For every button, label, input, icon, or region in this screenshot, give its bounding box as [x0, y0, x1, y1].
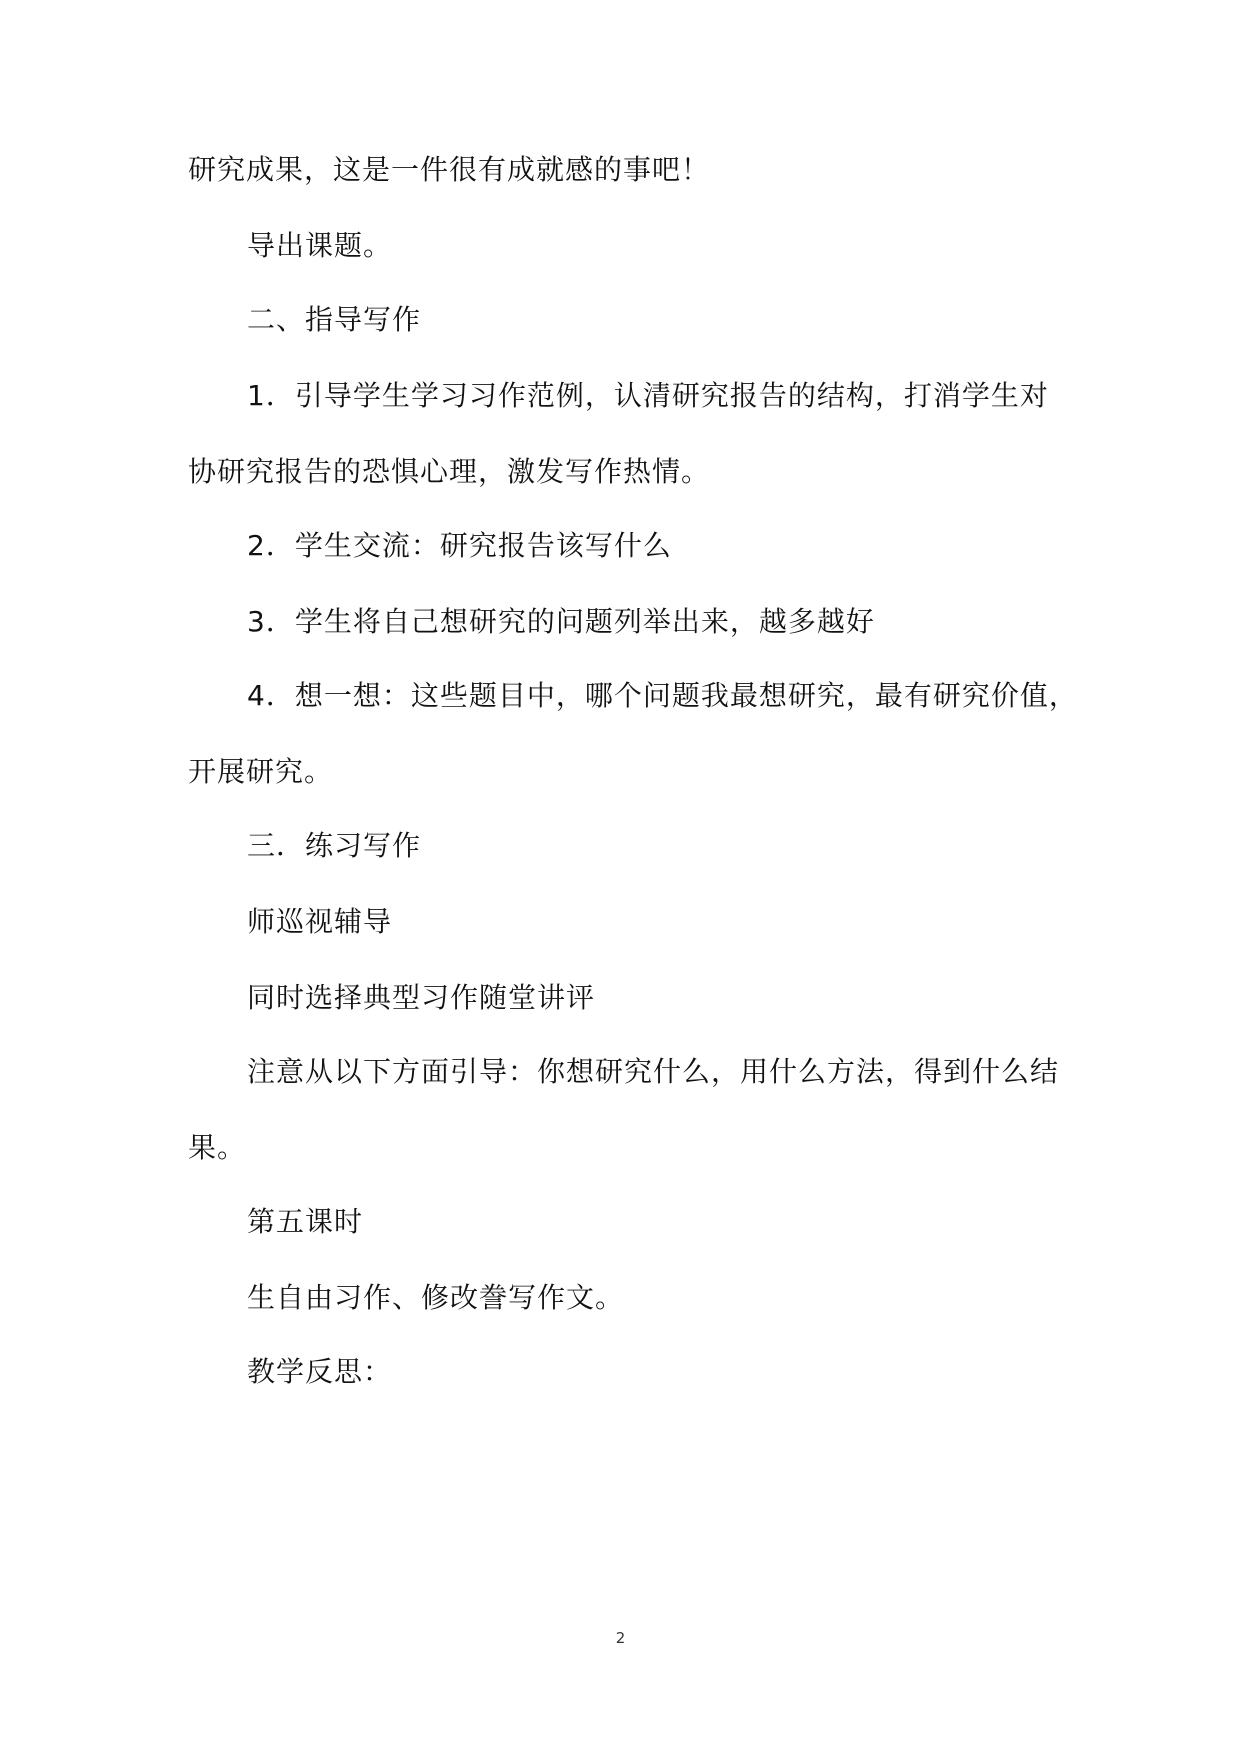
text-line: 导出课题。: [247, 229, 393, 262]
list-item: 2．学生交流：研究报告该写什么: [247, 529, 672, 562]
text-line: 师巡视辅导: [247, 905, 393, 938]
list-item: 3．学生将自己想研究的问题列举出来，越多越好: [247, 605, 875, 638]
list-item: 1．引导学生学习习作范例，认清研究报告的结构，打消学生对: [247, 379, 1049, 412]
text-line: 研究成果，这是一件很有成就感的事吧！: [188, 153, 711, 186]
section-heading: 二、指导写作: [247, 303, 422, 336]
list-item-continuation: 开展研究。: [188, 755, 334, 788]
list-item-continuation: 协研究报告的恐惧心理，激发写作热情。: [188, 455, 711, 488]
section-heading: 第五课时: [247, 1205, 364, 1238]
text-line: 注意从以下方面引导：你想研究什么，用什么方法，得到什么结: [247, 1055, 1060, 1088]
text-line-continuation: 果。: [188, 1131, 247, 1164]
text-line: 生自由习作、修改誊写作文。: [247, 1281, 625, 1314]
page-number: 2: [615, 1629, 626, 1647]
text-line: 教学反思：: [247, 1355, 393, 1388]
section-heading: 三．练习写作: [247, 829, 422, 862]
text-line: 同时选择典型习作随堂讲评: [247, 981, 596, 1014]
list-item: 4．想一想：这些题目中，哪个问题我最想研究，最有研究价值，: [247, 679, 1078, 712]
